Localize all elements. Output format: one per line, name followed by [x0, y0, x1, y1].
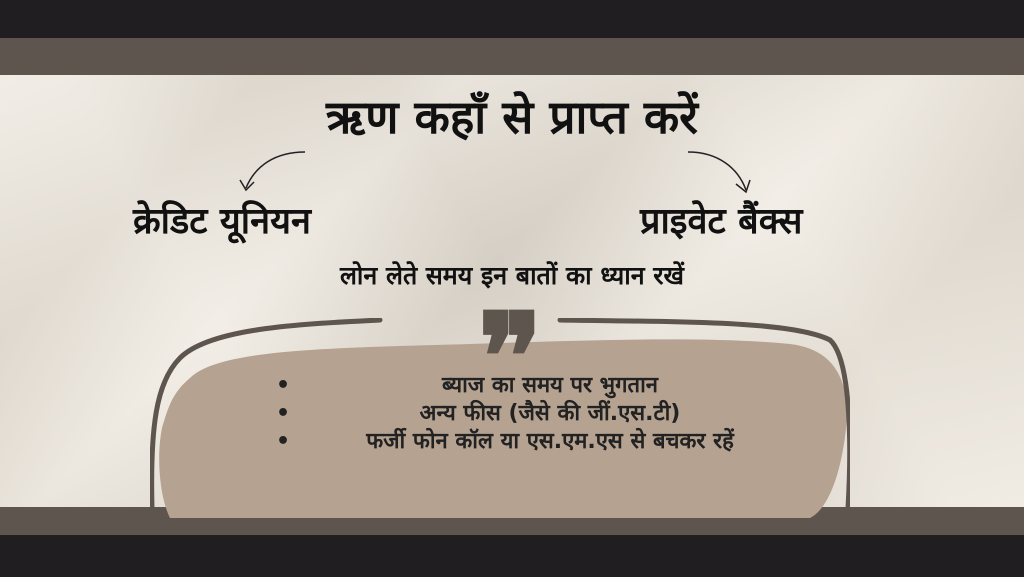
quote-mark-icon: ❞	[478, 287, 543, 428]
option-credit-union: क्रेडिट यूनियन	[133, 201, 311, 242]
page-title: ऋण कहाँ से प्राप्त करें	[326, 90, 698, 144]
tip-text: फर्जी फोन कॉल या एस.एम.एस से बचकर रहें	[366, 429, 734, 454]
list-item	[270, 400, 790, 428]
tip-text: अन्य फीस (जैसे की जीं.एस.टी)	[419, 401, 681, 426]
list-item	[270, 372, 790, 400]
bullet-icon: •	[276, 429, 291, 454]
subtitle: लोन लेते समय इन बातों का ध्यान रखें	[339, 261, 684, 290]
bullet-icon: •	[276, 373, 291, 398]
bullet-icon: •	[276, 401, 291, 426]
list-item	[270, 428, 790, 456]
left-arrow-icon	[246, 152, 305, 188]
option-private-banks: प्राइवेट बैंक्स	[640, 201, 803, 242]
tip-text: ब्याज का समय पर भुगतान	[442, 373, 658, 398]
tips-list	[270, 372, 790, 456]
